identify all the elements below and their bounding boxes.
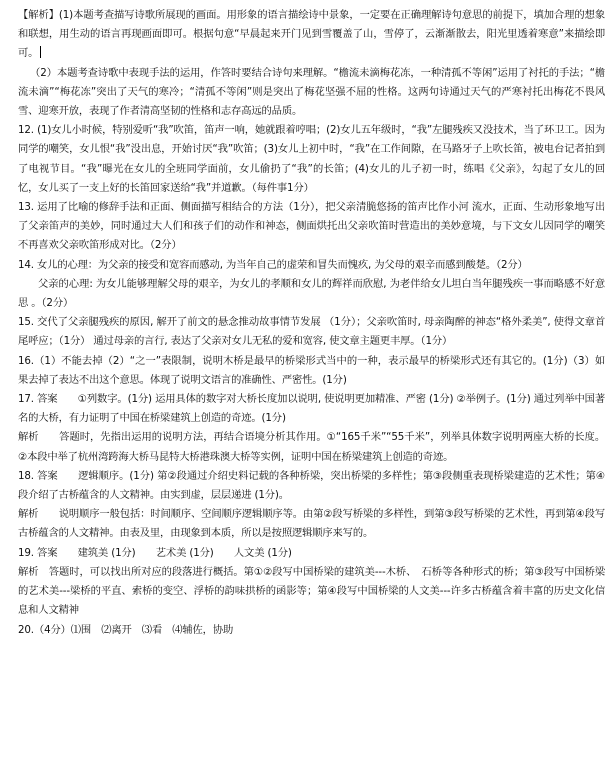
paragraph-q20: 20.（4分）⑴围 ⑵离开 ⑶看 ⑷辅佐，协助	[18, 623, 234, 636]
paragraph-q14b: 父亲的心理: 为女儿能够理解父母的艰辛，为女儿的孝顺和女儿的辉祥而欣慰, 为老伴给女儿坦白当年腿残疾一事而略感不好意思 。（2分）	[18, 277, 605, 310]
paragraph-q18-jiexi: 解析 说明顺序一般包括：时间顺序、空间顺序逻辑顺序等。由第②段写桥梁的多样性，到第③段写桥梁的艺术性，再到第④段写古桥蕴含的人文精神。由表及里，由现象到本质，所以是按照逻辑顺序来写的。	[18, 508, 605, 540]
paragraph-q15: 15. 交代了父亲腿残疾的原因, 解开了前文的悬念推动故事情节发展 （1分）；父亲吹笛时, 母亲陶醉的神态“格外柔美”, 使得文章首尾呼应；（1分） 通过母亲的言行, 表达了父亲对女儿无私的爱和宽容, 使文章主题更丰厚。（1分）	[18, 316, 605, 348]
paragraph-q17-jiexi: 解析 答题时，先指出运用的说明方法，再结合语境分析其作用。①“165千米”“55千米”，列举具体数字说明两座大桥的长度。②本段中举了杭州湾跨海大桥马昆特大桥港珠澳大桥等实例，证明中国在桥梁建筑上创造的奇迹。	[18, 431, 605, 463]
paragraph-q14a: 14. 女儿的心理：为父亲的接受和宽容而感动, 为当年自己的虚荣和冒失而愧疚, 为父母的艰辛而感到酸楚。（2分）	[18, 258, 528, 271]
paragraph-q12: 12. (1)女儿小时候，特别爱听“我”吹笛，笛声一响，她就跟着哼唱；(2)女儿五年级时，“我”左腿残疾又没技术，当了环卫工。因为同学的嘲笑，女儿恨“我”没出息，开始讨厌“我”吹笛；(3)女儿上初中时，“我”在工作间隙，在马路牙子上吹长笛，被电台记者拍到了电视节目。“我”曝光在女儿的全班同学面前，女儿偷扔了“我”的长笛；(4)女儿的儿子初一时，练唱《父亲》，勾起了女儿的回忆，女儿买了一支上好的长笛回家送给“我”并道歉。（每件事1分）	[18, 124, 605, 194]
paragraph-q13: 13. 运用了比喻的修辞手法和正面、侧面描写相结合的方法（1分），把父亲清脆悠扬的笛声比作小河 流水，正面、生动形象地写出了父亲笛声的美妙，同时通过大人们和孩子们的动作和神态，侧面烘托出父亲吹笛时营造出的美妙意境，与下文女儿因同学的嘲笑不再喜欢父亲吹笛形成对比。（2分）	[18, 201, 605, 252]
text-cursor	[40, 46, 41, 58]
paragraph-q16: 16.（1）不能去掉（2）“之一”表限制，说明木桥是最早的桥梁形式当中的一种，表示最早的桥梁形式还有其它的。(1分)（3）如果去掉了表达不出这个意思。体现了说明文语言的准确性、严密性。(1分)	[18, 354, 605, 386]
paragraph-q18: 18. 答案 逻辑顺序。(1分) 第②段通过介绍史料记载的各种桥梁，突出桥梁的多样性；第③段侧重表现桥梁建造的艺术性；第④段介绍了古桥蕴含的人文精神。由实到虚，层层递进 (1分)。	[18, 469, 605, 502]
paragraph-q19-jiexi: 解析 答题时，可以找出所对应的段落进行概括。第①②段写中国桥梁的建筑美---木桥、 石桥等各种形式的桥；第③段写中国桥梁的艺术美---梁桥的平直、索桥的变空、浮桥的韵味拱桥的函影等；第④段写中国桥梁的人文美---许多古桥蕴含着丰富的历史文化信息和人文精神	[18, 565, 605, 617]
paragraph-q19: 19. 答案 建筑美 (1分) 艺术美 (1分) 人文美 (1分)	[18, 546, 292, 559]
jiexi-1-text: 【解析】(1)本题考查描写诗歌所展现的画面。用形象的语言描绘诗中景象，一定要在正确理解诗句意思的前提下，填加合理的想象和联想，用生动的语言再现画面即可。根据句意“早晨起来开门见到雪覆盖了山，雪停了，云渐渐散去，阳光里透着寒意”来描绘即可。	[18, 9, 605, 60]
paragraph-jiexi-2: （2）本题考查诗歌中表现手法的运用，作答时要结合诗句来理解。“檐流未滴梅花冻，一种清孤不等闲”运用了衬托的手法；“檐流未滴”“梅花冻”突出了天气的寒冷；“清孤不等闲”则是突出了梅花坚强不屈的性格。这两句诗通过天气的严寒衬托出梅花不畏风雪、迎寒开放，表现了作者清高坚韧的性格和志存高远的品质。	[18, 66, 605, 118]
paragraph-q17: 17. 答案 ①列数字。(1分) 运用具体的数字对大桥长度加以说明, 使说明更加精准、严密 (1分) ②举例子。(1分) 通过列举中国著名的大桥，有力证明了中国在桥梁建筑上创造的奇迹。(1分)	[18, 393, 605, 425]
paragraph-jiexi-1	[18, 6, 605, 64]
